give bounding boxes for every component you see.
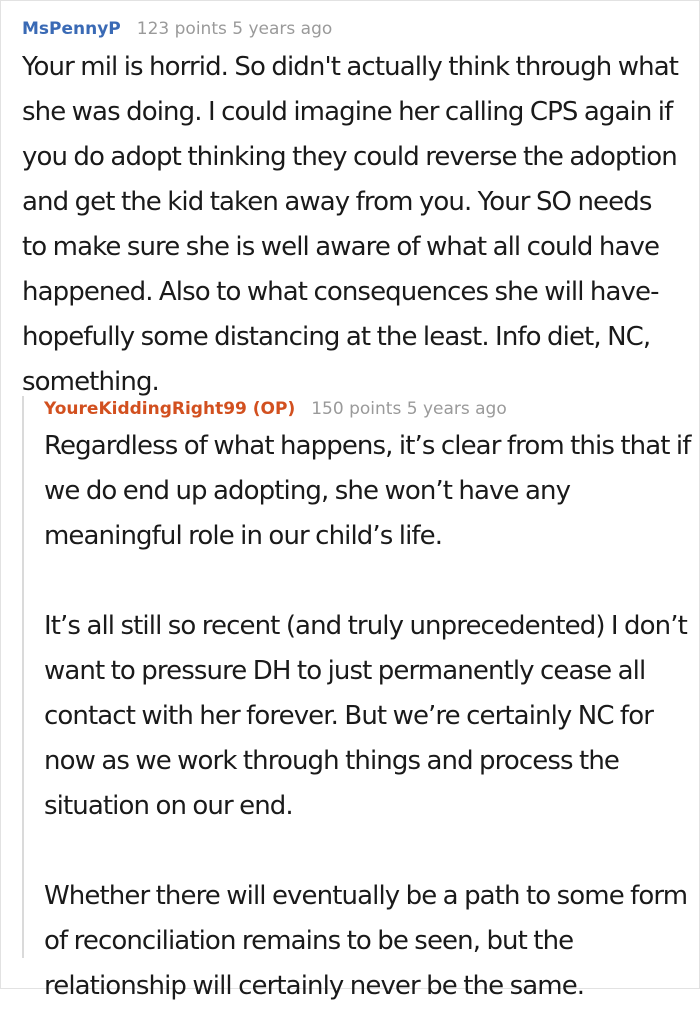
parent-comment [22,16,682,405]
comment-points-age [137,19,333,39]
comment-meta [22,16,682,42]
reply-paragraph: It’s all still so recent (and truly unprecedented) I don’t want to pressure DH to just permanently cease all contact with her forever. But we’re certainly NC for now as we work through things and process the situation on our end. [44,611,687,821]
reply-meta [44,396,692,422]
reply-points: 150 points [311,399,402,419]
reply-body [44,424,692,1009]
comment-age: 5 years ago [232,19,333,39]
reply-comment [22,396,692,1001]
reply-points-age [311,399,507,419]
reply-author-link[interactable]: YoureKiddingRight99 (OP) [44,399,296,419]
comment-author-link[interactable]: MsPennyP [22,19,121,39]
reply-paragraph: Regardless of what happens, it’s clear from this that if we do end up adopting, she won’t have any meaningful role in our child’s life. [44,431,691,551]
reply-age: 5 years ago [406,399,507,419]
comment-body: Your mil is horrid. So didn't actually think through what she was doing. I could imagine her calling CPS again if you do adopt thinking they could reverse the adoption and get the kid taken away from you. Your SO needs to make sure she is well aware of what all could have happened. Also to what consequences she will have- hopefully some distancing at the least. Info diet, NC, something. [22,52,679,397]
comment-points: 123 points [136,19,227,39]
reply-paragraph: Whether there will eventually be a path to some form of reconciliation remains to be seen, but the relationship will certainly never be the same. [44,881,688,1001]
